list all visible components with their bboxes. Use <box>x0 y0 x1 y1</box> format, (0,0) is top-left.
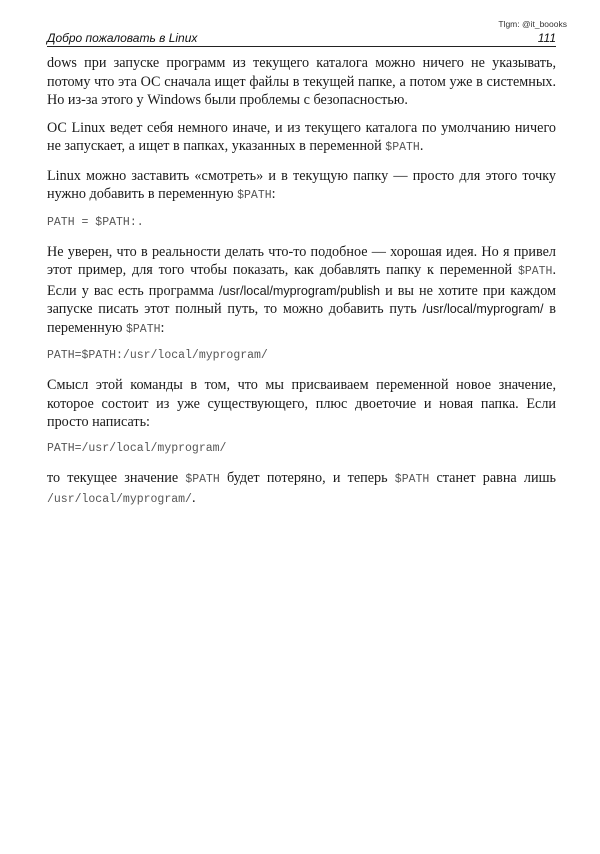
inline-path: /usr/local/myprogram/ <box>422 302 544 316</box>
inline-code: $PATH <box>185 472 220 486</box>
page-number: 111 <box>537 31 556 45</box>
chapter-title: Добро пожаловать в Linux <box>47 31 198 45</box>
inline-path: /usr/local/myprogram/publish <box>219 283 380 298</box>
paragraph-5: Смысл этой команды в том, что мы присваиваем переменной новое значение, которое состоит из уже существующего, плюс двоеточие и новая папка. Если просто написать: <box>47 377 556 430</box>
paragraph-6: то текущее значение $PATH будет потеряно, и теперь $PATH станет равна лишь /usr/local/myprogram/. <box>47 469 556 506</box>
paragraph-2: ОС Linux ведет себя немного иначе, и из текущего каталога по умолчанию ничего не запускает, а ищет в папках, указанных в переменной $PATH. <box>47 119 556 154</box>
paragraph-4: Не уверен, что в реальности делать что-то подобное — хорошая идея. Но я привел этот пример, для того чтобы показать, как добавлять папку к переменной $PATH. Если у вас есть программа /usr/local/myprogram/publish и вы не хотите при каждом запуске писать этот полный путь, то можно добавить путь /usr/local/myprogram/ в переменную $PATH: <box>47 243 556 336</box>
paragraph-3: Linux можно заставить «смотреть» и в текущую папку — просто для этого точку нужно добавить в переменную $PATH: <box>47 167 556 202</box>
inline-code: $PATH <box>385 141 420 154</box>
code-block-3: PATH=/usr/local/myprogram/ <box>47 441 227 455</box>
code-block-1: PATH = $PATH:. <box>47 215 144 229</box>
code-block-2: PATH=$PATH:/usr/local/myprogram/ <box>47 349 268 362</box>
inline-code: /usr/local/myprogram/ <box>47 493 192 506</box>
channel-tag: Tlgm: @it_boooks <box>498 19 567 29</box>
paragraph-1: dows при запуске программ из текущего каталога можно ничего не указывать, потому что эта ОС сначала ищет файлы в текущей папке, а потом уже в системных. Но из-за этого у Windows были проблемы с безопасностью. <box>47 55 556 108</box>
running-header <box>47 30 556 47</box>
inline-code: $PATH <box>394 472 430 486</box>
inline-code: $PATH <box>517 265 553 278</box>
page-body <box>47 54 556 519</box>
inline-code: $PATH <box>125 322 161 336</box>
inline-code: $PATH <box>237 189 272 202</box>
